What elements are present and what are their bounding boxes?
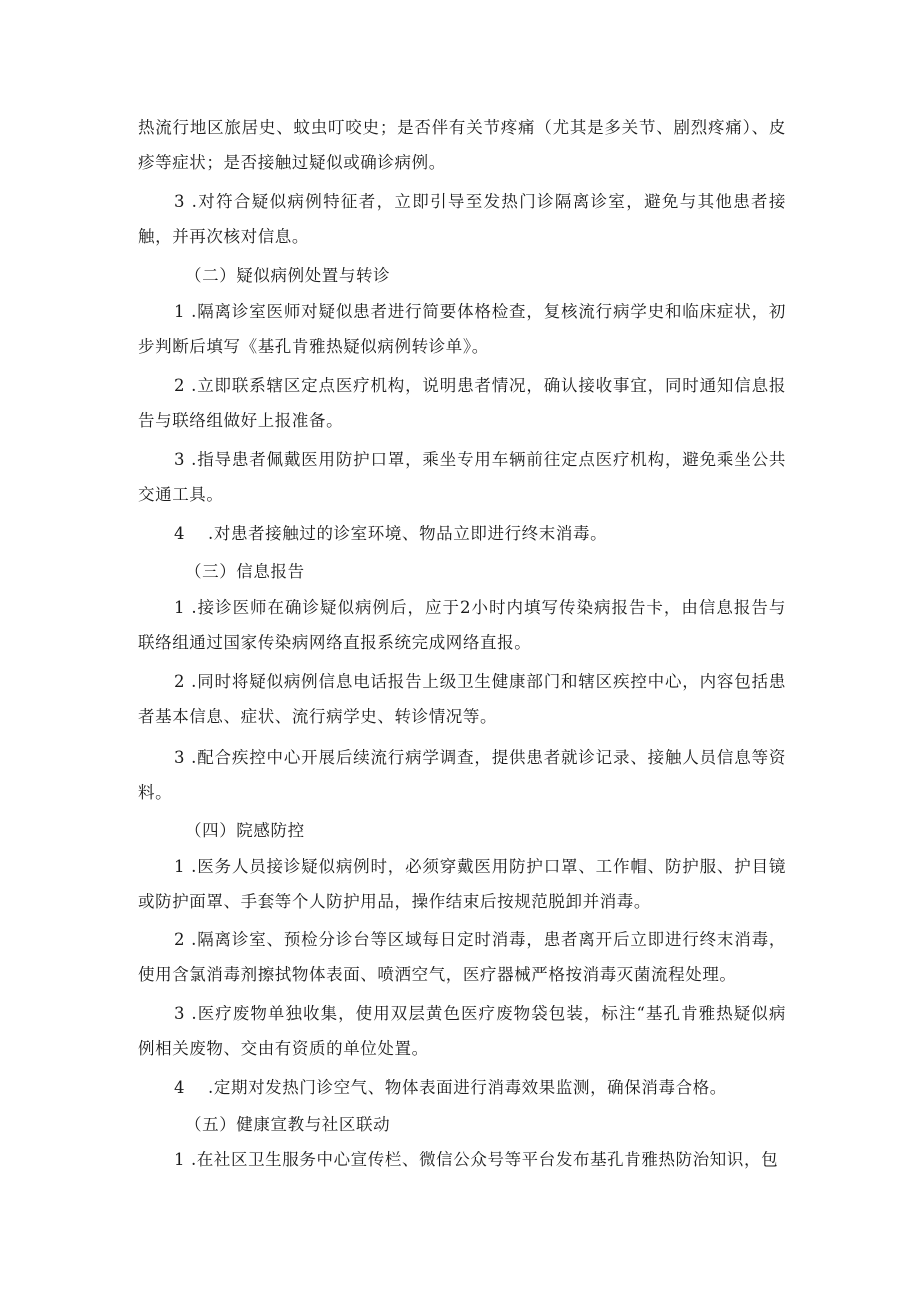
paragraph-2-4: 4 .对患者接触过的诊室环境、物品立即进行终末消毒。 bbox=[174, 524, 608, 543]
paragraph-4-3: 3 .医疗废物单独收集，使用双层黄色医疗废物袋包装，标注“基孔肯雅热疑似病例相关废物、交由有资质的单位处置。 bbox=[138, 1004, 786, 1058]
paragraph-3-3: 3 .配合疾控中心开展后续流行病学调查，提供患者就诊记录、接触人员信息等资料。 bbox=[138, 748, 786, 802]
paragraph-2-1: 1 .隔离诊室医师对疑似患者进行简要体格检查，复核流行病学史和临床症状，初步判断后填写《基孔肯雅热疑似病例转诊单》。 bbox=[138, 302, 786, 356]
paragraph-4-1: 1 .医务人员接诊疑似病例时，必须穿戴医用防护口罩、工作帽、防护服、护目镜或防护面罩、手套等个人防护用品，操作结束后按规范脱卸并消毒。 bbox=[138, 857, 786, 911]
paragraph-4-4: 4 .定期对发热门诊空气、物体表面进行消毒效果监测，确保消毒合格。 bbox=[174, 1078, 727, 1097]
paragraph-continuation: 热流行地区旅居史、蚊虫叮咬史；是否伴有关节疼痛（尤其是多关节、剧烈疼痛）、皮疹等症状；是否接触过疑似或确诊病例。 bbox=[138, 118, 786, 172]
paragraph-3-1: 1 .接诊医师在确诊疑似病例后，应于2小时内填写传染病报告卡，由信息报告与联络组通过国家传染病网络直报系统完成网络直报。 bbox=[138, 598, 786, 652]
paragraph-2-2: 2 .立即联系辖区定点医疗机构，说明患者情况，确认接收事宜，同时通知信息报告与联络组做好上报准备。 bbox=[138, 376, 786, 430]
paragraph-2-3: 3 .指导患者佩戴医用防护口罩，乘坐专用车辆前往定点医疗机构，避免乘坐公共交通工具。 bbox=[138, 450, 786, 504]
section-heading-5: （五）健康宣教与社区联动 bbox=[185, 1115, 391, 1134]
paragraph-1-3: 3 .对符合疑似病例特征者，立即引导至发热门诊隔离诊室，避免与其他患者接触，并再次核对信息。 bbox=[138, 192, 786, 246]
section-heading-4: （四）院感防控 bbox=[185, 821, 305, 840]
paragraph-4-2: 2 .隔离诊室、预检分诊台等区域每日定时消毒，患者离开后立即进行终末消毒，使用含氯消毒剂擦拭物体表面、喷洒空气，医疗器械严格按消毒灭菌流程处理。 bbox=[138, 930, 786, 984]
paragraph-5-1: 1 .在社区卫生服务中心宣传栏、微信公众号等平台发布基孔肯雅热防治知识，包 bbox=[174, 1150, 779, 1169]
section-heading-2: （二）疑似病例处置与转诊 bbox=[185, 266, 391, 285]
section-heading-3: （三）信息报告 bbox=[185, 562, 305, 581]
paragraph-3-2: 2 .同时将疑似病例信息电话报告上级卫生健康部门和辖区疾控中心，内容包括患者基本信息、症状、流行病学史、转诊情况等。 bbox=[138, 672, 786, 726]
